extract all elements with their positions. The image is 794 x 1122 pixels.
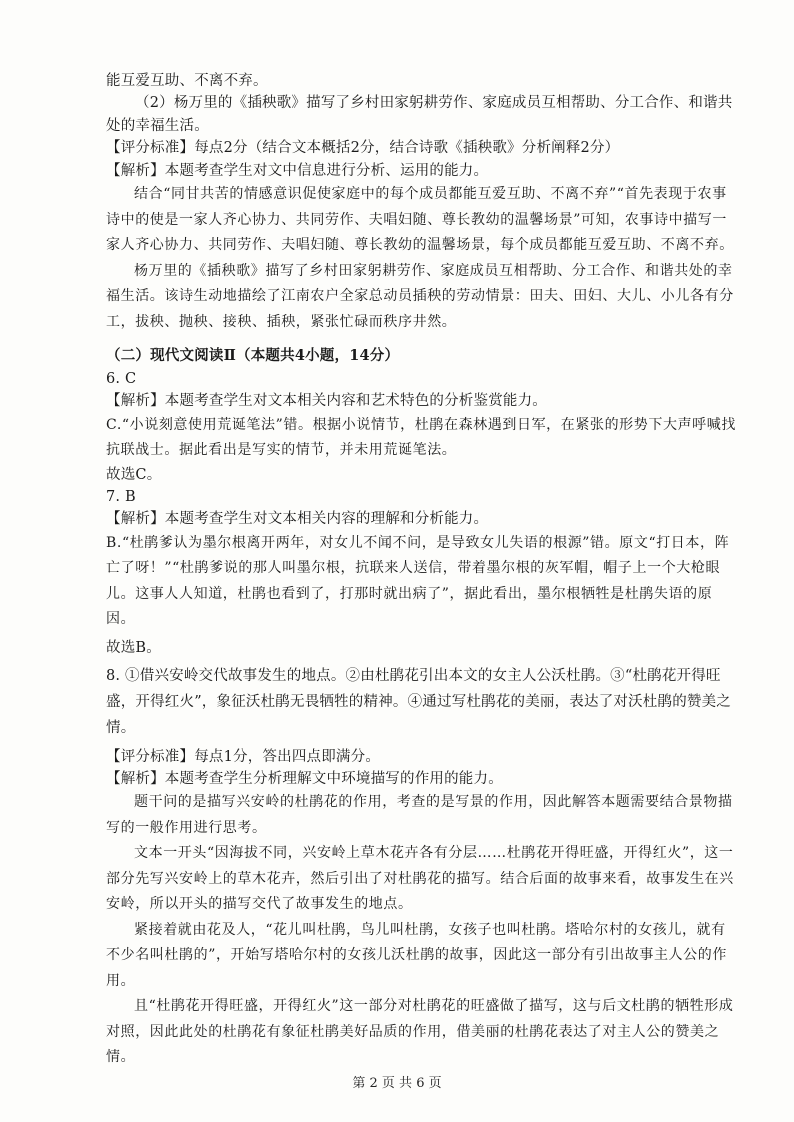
q6-analysis: 【解析】本题考查学生对文本相关内容和艺术特色的分析鉴赏能力。	[106, 393, 547, 410]
q6-detail: C.“小说刻意使用荒诞笔法”错。根据小说情节，杜鹃在森林遇到日军，在紧张的形势下大声呼喊找抗联战士。据此看出是写实的情节，并未用荒诞笔法。	[106, 416, 736, 459]
q8-analysis: 【解析】本题考查学生分析理解文中环境描写的作用的能力。	[106, 771, 503, 787]
q8-answer: 8. ①借兴安岭交代故事发生的地点。②由杜鹃花引出本文的女主人公沃杜鹃。③“杜鹃花开得旺盛，开得红火”，象征沃杜鹃无畏牺牲的精神。④通过写杜鹃花的美丽，表达了对沃杜鹃的赞美之情。	[106, 668, 732, 737]
line-l4: 【解析】本题考查学生对文中信息进行分析、运用的能力。	[106, 162, 489, 179]
q7-answer: 7. B	[106, 488, 136, 505]
q8-paragraph-2: 文本一开头“因海拔不同，兴安岭上草木花卉各有分层……杜鹃花开得旺盛，开得红火”，这一部分先写兴安岭上的草木花卉，然后引出了对杜鹃花的描写。结合后面的故事来看，故事发生在兴安岭，所以开头的描写交代了故事发生的地点。	[106, 845, 734, 913]
q6-choice: 故选C。	[106, 466, 162, 483]
q8-paragraph-3: 紧接着就由花及人，“花儿叫杜鹃，鸟儿叫杜鹃，女孩子也叫杜鹃。塔哈尔村的女孩儿，就有不少名叫杜鹃的”，开始写塔哈尔村的女孩儿沃杜鹃的故事，因此这一部分有引出故事主人公的作用。	[106, 921, 727, 989]
q8-paragraph-1: 题干问的是描写兴安岭的杜鹃花的作用，考查的是写景的作用，因此解答本题需要结合景物描写的一般作用进行思考。	[106, 794, 733, 836]
line-l1: 能互爱互助、不离不弃。	[106, 73, 268, 89]
page-content	[106, 70, 736, 1071]
q6-answer: 6. C	[106, 370, 137, 387]
q7-analysis: 【解析】本题考查学生对文本相关内容的理解和分析能力。	[106, 511, 489, 528]
q8-paragraph-4: 且“杜鹃花开得旺盛，开得红火”这一部分对杜鹃花的旺盛做了描写，这与后文杜鹃的牺牲形成对照，因此此处的杜鹃花有象征杜鹃美好品质的作用，借美丽的杜鹃花表达了对主人公的赞美之情。	[106, 998, 734, 1066]
q7-choice: 故选B。	[106, 639, 161, 656]
line-l3: 【评分标准】每点2分（结合文本概括2分，结合诗歌《插秧歌》分析阐释2分）	[106, 140, 620, 157]
line-l5: 结合“同甘共苦的情感意识促使家庭中的每个成员都能互爱互助、不离不弃”“首先表现于农事诗中的使是一家人齐心协力、共同劳作、夫唱妇随、尊长教幼的温馨场景”可知，农事诗中描写一家人齐心协力、共同劳作、夫唱妇随、尊长教幼的温馨场景，每个成员都能互爱互助、不离不弃。	[106, 186, 734, 254]
section-title-modern-reading-2: （二）现代文阅读Ⅱ（本题共4小题，14分）	[106, 347, 400, 365]
line-l2: （2）杨万里的《插秧歌》描写了乡村田家躬耕劳作、家庭成员互相帮助、分工合作、和谐共处的幸福生活。	[106, 95, 733, 134]
q8-standard: 【评分标准】每点1分，答出四点即满分。	[106, 748, 381, 765]
page-number: 第 2 页 共 6 页	[352, 1076, 442, 1091]
q7-detail: B.“杜鹃爹认为墨尔根离开两年，对女儿不闻不问，是导致女儿失语的根源”错。原文“打日本，阵亡了呀！”“杜鹃爹说的那人叫墨尔根，抗联来人送信，带着墨尔根的灰军帽，帽子上一个大枪眼儿。这事人人知道，杜鹃也看到了，打那时就出病了”，据此看出，墨尔根牺牲是杜鹃失语的原因。	[106, 534, 730, 628]
line-l6: 杨万里的《插秧歌》描写了乡村田家躬耕劳作、家庭成员互相帮助、分工合作、和谐共处的幸福生活。该诗生动地描绘了江南农户全家总动员插秧的劳动情景：田夫、田妇、大儿、小儿各有分工，拔秧、抛秧、接秧、插秧，紧张忙碌而秩序井然。	[106, 262, 734, 330]
